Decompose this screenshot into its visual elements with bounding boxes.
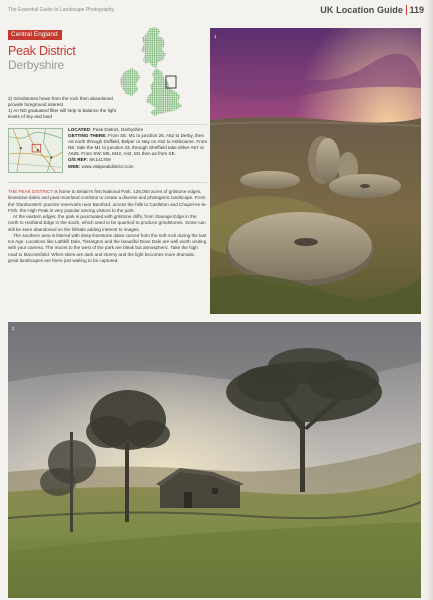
section-title: UK Location Guide [320,5,403,15]
location-subtitle: Derbyshire [8,58,65,72]
header-separator [406,5,407,15]
info-located: LOCATED: Peak District, Derbyshire [68,127,144,132]
body-paragraph: At the eastern edges, the park is punctuated with gritstone cliffs, from Stanage Edge in the north to Hartland Edge in the south, which used to be quarried to produce grindstones. Some can still be seen abandoned on the hillside adding interest to images. [8,214,206,232]
body-paragraph: THE PEAK DISTRICT is home to Britain's first National Park. 126,000 acres of gritstone edges, limestone dales and peat moorland combine to create a diverse and photogenic landscape. From the 'Dambusters' practice reservoirs near Bamford, across the hills to Castleton and Chapel-en-le-Frith, the High Peak is very popular among visitors to the park. [8,189,207,213]
location-title: Peak District [8,44,76,58]
local-road-map [8,128,63,173]
region-badge: Central England [8,30,62,40]
caption-1: 1) An ND graduated filter will help to balance the light levels of sky and land [8,108,117,119]
photo-number: 1 [214,34,217,39]
guide-title: The Essential Guide to Landscape Photography [8,7,115,13]
running-header [8,4,424,18]
caption-2: 2) Grindstones hewn from the rock then abandoned provide foreground interest [8,96,113,107]
photo-captions [8,96,118,120]
page-edge [423,0,433,600]
article-body [8,189,207,264]
grindstones-image [210,28,421,314]
body-paragraph: The southern area is littered with deep limestone dales carved from the soft rock during the last Ice Age. Locations like Lathkill Dale, Tissington and the beautiful Dove Dale are well worth visiting with your camera. The moors to the west of the park are bleak but atmospheric. Take the high road to Macclesfield. When skies are dark and stormy and the light becomes more dramatic, great landscapes are there just waiting to be captured. [8,232,207,263]
divider [8,124,207,125]
photo-grindstones [210,28,421,314]
location-info [68,127,208,170]
info-web: WEB: www.visitpeakdistrict.com [68,163,134,169]
divider [8,182,207,183]
page-number: 119 [409,5,424,15]
photo-number: 2 [12,326,15,331]
info-os-ref: O/S REF: SK141769 [68,157,111,163]
photo-trees-barn [8,322,421,598]
uk-locator-map [116,26,196,122]
trees-barn-image [8,322,421,598]
info-getting-there: GETTING THERE: From SE: M1 to junction 25, A52 to Derby, then A6 north through Duffield, Belper or stay on A52 to Ashbourne. From NE: take the M1 to junction 33, through Sheffield take either A57 or A625. From SW: M6, M42, A42, M1 then as from SE. [68,133,208,157]
